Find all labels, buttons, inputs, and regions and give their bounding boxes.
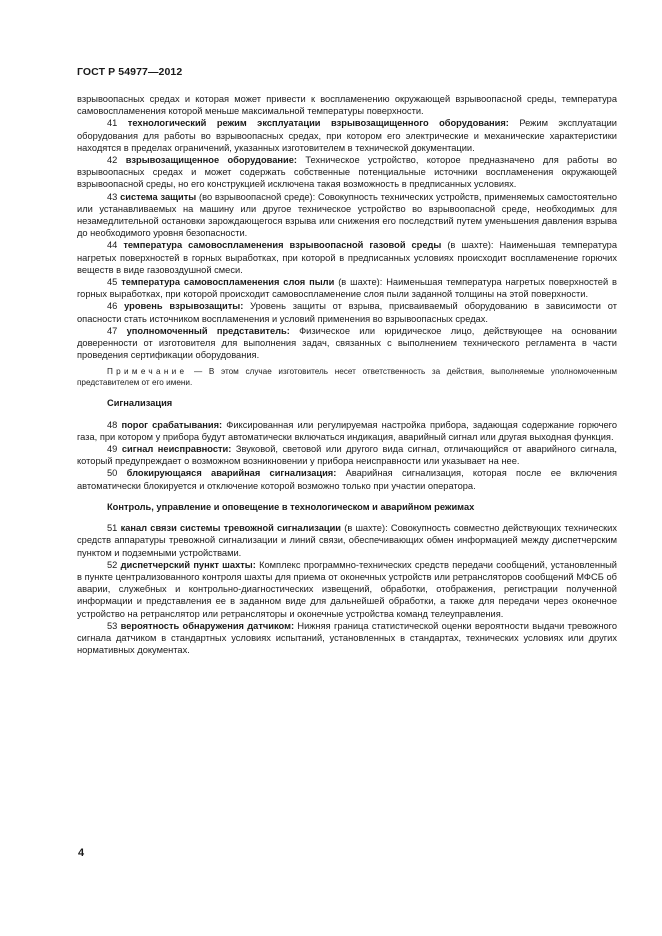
section-heading-control: Контроль, управление и оповещение в технологическом и аварийном режимах (107, 501, 475, 512)
term-title: вероятность обнаружения датчиком: (120, 620, 295, 631)
term-number: 46 (107, 301, 118, 312)
term-title: температура самовоспламенения слоя пыли (121, 277, 335, 288)
term-definition: Техническое устройство, которое предназначено для работы во взрывоопасных средах и может содержать собственные потенциальные источники воспламенения окружающей взрывоопасной среды, но его конструкцией исключена такая возможность в предписанных условиях. (77, 155, 618, 190)
term-definition: Физическое или юридическое лицо, действующее на основании доверенности от изготовителя для выполнения задач, связанных с выполнением технического регламента в части проведения сертификации оборудования. (77, 325, 617, 361)
term-number: 50 (107, 468, 118, 479)
term-definition: (во взрывоопасной среде): Совокупность технических устройств, применяемых самостоятельно или устанавливаемых на машину или другое техническое устройство во взрывоопасной среде, необходимых для незамедлительной остановки зарождающегося взрыва или снижения его последствий путем уменьшения давления взрыва до необходимого уровня безопасности. (77, 191, 617, 239)
term-definition: Комплекс программно-технических средств передачи сообщений, установленный в пункте централизованного контроля шахты для приема от оконечных устройств или ретрансляторов сообщений МФСБ об аварии, служебных и контрольно-диагностических извещений, обработки, отображения, регистрации полученной информации и представления ее в заданном виде для дальнейшей обработки, а также для передачи через оконечное устройство на ретранслятор или ретрансляторы и оконечные устройства команд телеуправления. (77, 559, 617, 619)
term-definition: Звуковой, световой или другого вида сигнал, отличающийся от аварийного сигнала, который предупреждает о возможном возникновении у прибора неисправности или указывает на нее. (77, 444, 617, 467)
term-entry-44 (77, 239, 617, 276)
term-definition: (в шахте): Наименьшая температура нагретых поверхностей в горных выработках, при которой в предписанных условиях происходит воспламенение горючих веществ в виде газовоздушной смеси. (77, 240, 617, 275)
term-number: 45 (107, 277, 118, 288)
standard-header: ГОСТ Р 54977—2012 (77, 66, 183, 78)
term-definition: (в шахте): Наименьшая температура нагретых поверхностей в горных выработках, при которой происходит самовоспламенение слоя пыли заданной толщины на этой поверхности. (77, 277, 617, 300)
term-title: температура самовоспламенения взрывоопасной газовой среды (123, 240, 442, 251)
term-number: 43 (107, 191, 118, 202)
document-body (77, 93, 617, 656)
paragraph-continuation: взрывоопасных средах и которая может привести к воспламенению окружающей взрывоопасной среды, температура самовоспламенения которой меньше максимальной температуры поверхности. (77, 94, 617, 117)
term-number: 53 (107, 620, 118, 631)
term-entry-49 (77, 443, 617, 467)
note-text: — В этом случае изготовитель несет ответственность за действия, выполняемые уполномоченным представителем от его имени. (77, 367, 617, 388)
term-number: 51 (107, 523, 118, 534)
term-entry-42 (77, 154, 617, 191)
term-number: 41 (107, 118, 118, 129)
term-entry-47 (77, 325, 617, 362)
term-number: 44 (107, 240, 118, 251)
term-title: уровень взрывозащиты: (124, 301, 244, 312)
term-definition: Нижняя граница статистической оценки вероятности выдачи тревожного сигнала датчиком в стандартных условиях испытаний, установленных в стандартах, технических условиях или других нормативных документах. (77, 620, 617, 656)
note (77, 366, 617, 388)
term-number: 47 (107, 325, 118, 336)
term-title: система защиты (120, 191, 197, 202)
term-number: 48 (107, 419, 118, 430)
term-entry-52 (77, 559, 617, 620)
term-title: диспетчерский пункт шахты: (120, 559, 256, 570)
term-number: 52 (107, 559, 118, 570)
term-title: уполномоченный представитель: (126, 325, 290, 336)
term-definition: Фиксированная или регулируемая настройка прибора, задающая содержание горючего газа, при котором у прибора будут автоматически включаться индикация, аварийный сигнал или другая выходная функция. (77, 419, 618, 442)
term-definition: Аварийная сигнализация, которая после ее включения автоматически блокируется и отключение которой возможно только при участии оператора. (77, 468, 617, 491)
term-title: блокирующаяся аварийная сигнализация: (126, 468, 337, 479)
note-label: Примечание (107, 367, 188, 377)
term-number: 42 (107, 155, 118, 166)
term-definition: (в шахте): Совокупность совместно действующих технических средств аппаратуры тревожной сигнализации и линий связи, обеспечивающих обмен информацией между диспетчерским пунктом и подземными устройствами. (77, 523, 618, 558)
term-entry-46 (77, 300, 617, 324)
section-heading-signaling: Сигнализация (107, 398, 173, 409)
term-entry-51 (77, 522, 617, 559)
term-entry-48 (77, 419, 617, 443)
term-title: взрывозащищенное оборудование: (125, 155, 297, 166)
page-number: 4 (78, 847, 85, 859)
term-title: порог срабатывания: (121, 419, 223, 430)
term-entry-53 (77, 620, 617, 657)
term-entry-41 (77, 117, 617, 154)
term-entry-43 (77, 191, 617, 240)
term-title: технологический режим эксплуатации взрывозащищенного оборудования: (127, 118, 509, 129)
term-entry-45 (77, 276, 617, 300)
term-definition: Уровень защиты от взрыва, присваиваемый оборудованию в зависимости от опасности стать источником воспламенения и условий применения во взрывоопасных средах. (77, 301, 617, 324)
term-definition: Режим эксплуатации оборудования для работы во взрывоопасных средах, при котором его электрические и механические характеристики находятся в пределах ограничений, указанных изготовителем в технической документации. (77, 118, 617, 153)
term-title: сигнал неисправности: (121, 444, 232, 455)
term-title: канал связи системы тревожной сигнализации (120, 523, 342, 534)
term-entry-50 (77, 467, 617, 491)
term-number: 49 (107, 444, 118, 455)
